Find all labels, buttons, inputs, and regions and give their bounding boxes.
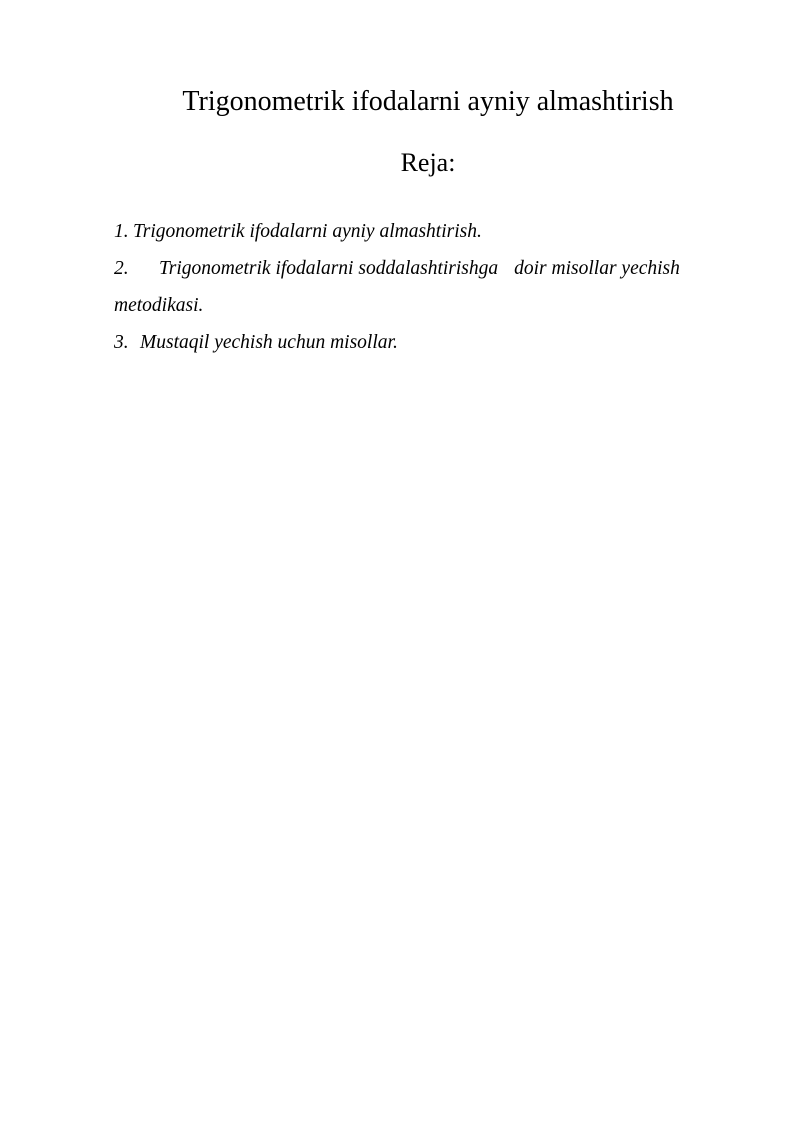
plan-item-number: 3. [114, 332, 129, 353]
document-title: Trigonometrik ifodalarni ayniy almashtirish [182, 86, 674, 117]
plan-item-1 [114, 216, 724, 253]
plan-item-3 [114, 327, 724, 364]
plan-item-2 [114, 253, 724, 290]
plan-item-text: Trigonometrik ifodalarni ayniy almashtirish. [133, 221, 482, 242]
plan-item-2-continuation [114, 290, 724, 327]
plan-list [114, 216, 724, 364]
plan-item-text: Trigonometrik ifodalarni soddalashtirishga [159, 258, 499, 279]
plan-item-text-cont: doir misollar yechish [514, 258, 680, 279]
plan-item-number: 1. [114, 221, 129, 242]
plan-heading: Reja: [400, 148, 456, 177]
plan-item-text-continuation: metodikasi. [114, 295, 204, 316]
plan-item-text: Mustaqil yechish uchun misollar. [140, 332, 398, 353]
plan-item-number: 2. [114, 258, 129, 279]
